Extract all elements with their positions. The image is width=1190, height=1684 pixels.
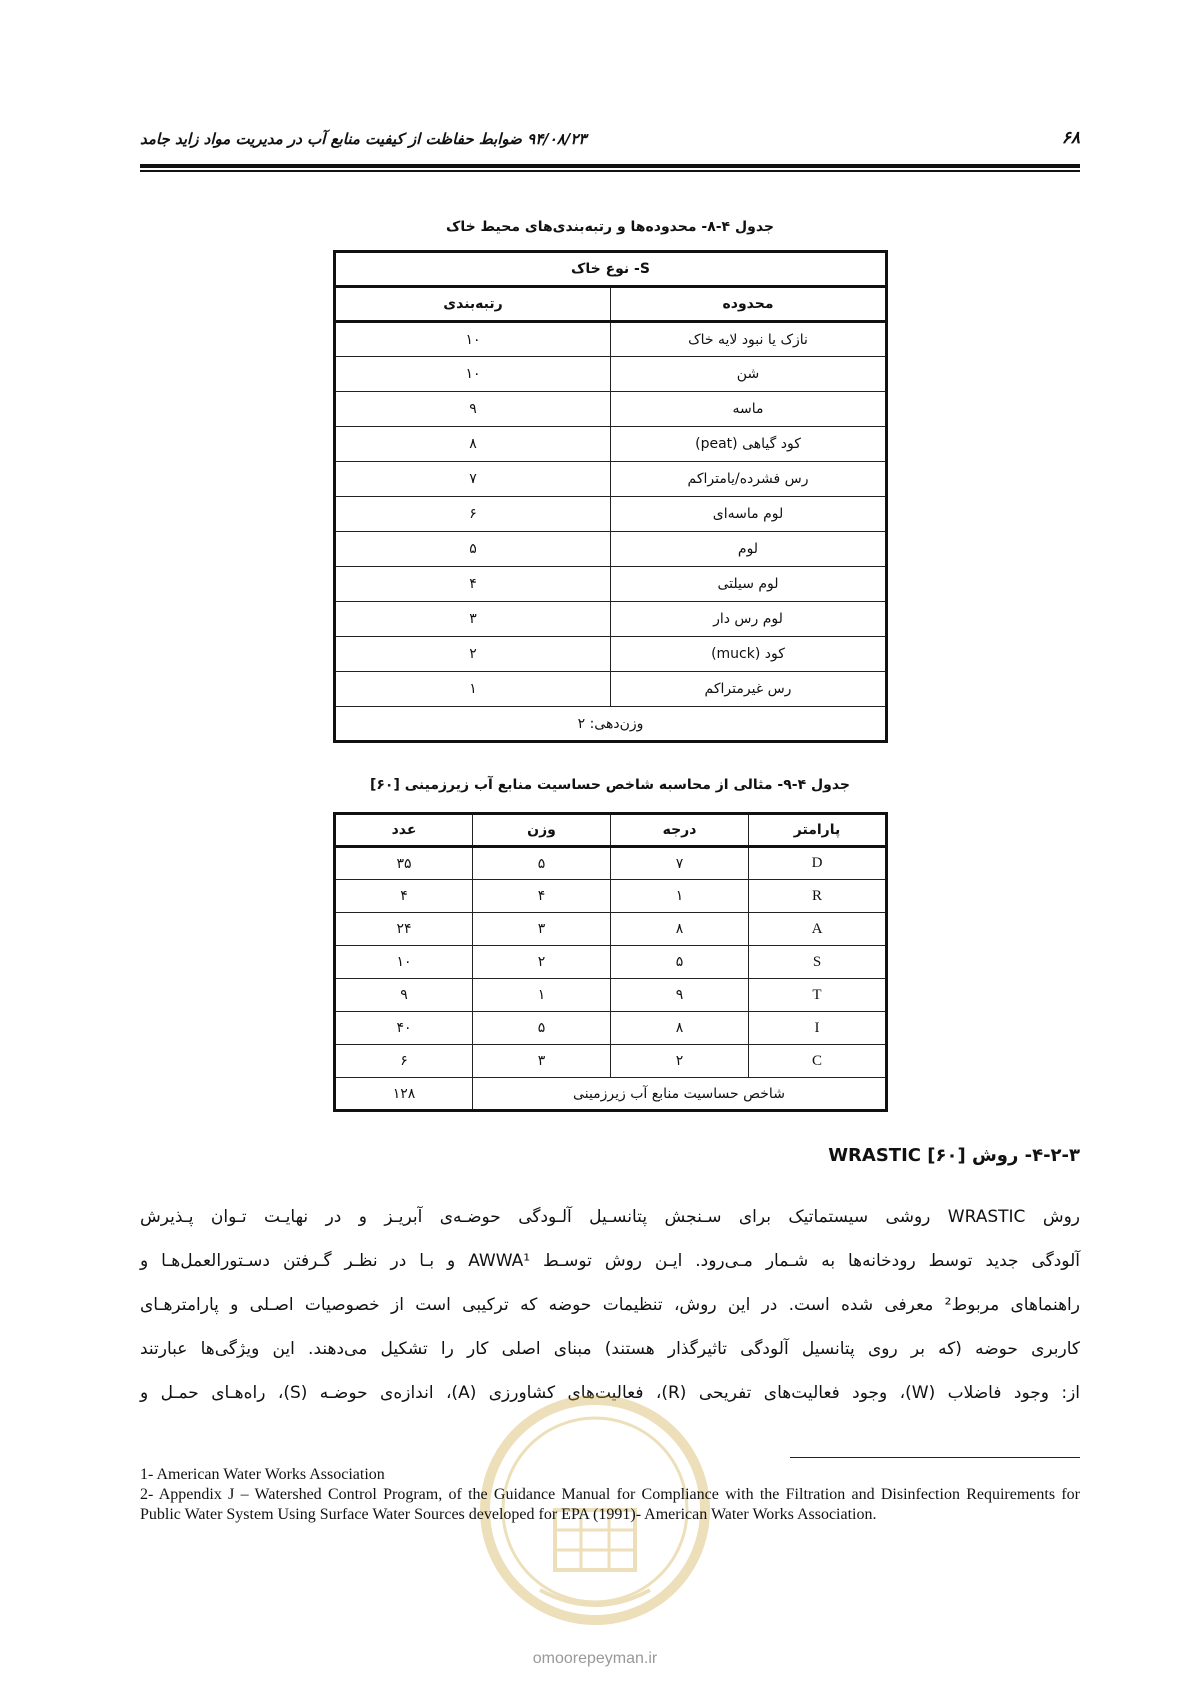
weight-cell: ۲	[473, 946, 611, 979]
range-cell: لوم سیلتی	[611, 567, 887, 602]
range-cell: ماسه	[611, 392, 887, 427]
rating-cell: ۱	[335, 672, 611, 707]
param-cell: A	[749, 913, 887, 946]
column-header-weight: وزن	[473, 814, 611, 847]
weight-cell: ۴	[473, 880, 611, 913]
table-row	[335, 946, 887, 979]
table-row	[335, 462, 887, 497]
param-cell: S	[749, 946, 887, 979]
footnotes	[140, 1465, 1080, 1525]
weight-cell: ۳	[473, 913, 611, 946]
table-row	[335, 357, 887, 392]
table-caption: جدول ۴-۹- مثالی از محاسبه شاخص حساسیت منابع آب زیرزمینی [۶۰]	[369, 777, 851, 793]
number-cell: ۱۰	[335, 946, 473, 979]
table-row	[335, 392, 887, 427]
param-cell: C	[749, 1045, 887, 1078]
number-cell: ۴	[335, 880, 473, 913]
page-number: ۶۸	[1061, 128, 1080, 148]
table-footer: وزن‌دهی: ۲	[335, 707, 887, 742]
section-heading: ۴-۲-۳- روش WRASTIC [۶۰]	[828, 1145, 1080, 1166]
total-value: ۱۲۸	[335, 1078, 473, 1111]
weight-cell: ۱	[473, 979, 611, 1012]
range-cell: نازک یا نبود لایه خاک	[611, 322, 887, 357]
rating-cell: ۱۰	[335, 322, 611, 357]
range-cell: کود گیاهی (peat)	[611, 427, 887, 462]
rating-cell: ۷	[335, 462, 611, 497]
range-cell: رس فشرده/یامتراکم	[611, 462, 887, 497]
rating-cell: ۸	[611, 1012, 749, 1045]
table-row	[335, 913, 887, 946]
weight-cell: ۳	[473, 1045, 611, 1078]
header-rule	[140, 164, 1080, 168]
table-row	[335, 497, 887, 532]
paragraph-line: روش WRASTIC روشی سیستماتیک برای سـنجش پتانسـیل آلـودگی حوضـه‌ی آبریـز و در نهایـت تـوان پـذیرش	[140, 1207, 1080, 1227]
rating-cell: ۷	[611, 847, 749, 880]
number-cell: ۶	[335, 1045, 473, 1078]
sensitivity-index-table	[333, 812, 888, 1112]
footnote: 2- Appendix J – Watershed Control Program, of the Guidance Manual for Compliance with the Filtration and Disinfection Requirements for Public Water System Using Surface Water Sources developed for EPA (1991)- American Water Works Association.	[140, 1486, 1080, 1523]
table-row	[335, 602, 887, 637]
paragraph-line: کاربری حوضه (که بر روی پتانسیل آلودگی تاثیرگذار هستند) مبنای اصلی کار را تشکیل می‌دهند. این ویژگی‌ها عبارتند	[140, 1339, 1080, 1359]
rating-cell: ۵	[335, 532, 611, 567]
range-cell: لوم رس دار	[611, 602, 887, 637]
range-cell: رس غیرمتراکم	[611, 672, 887, 707]
table-row	[335, 427, 887, 462]
column-header-rating: رتبه‌بندی	[335, 287, 611, 322]
number-cell: ۴۰	[335, 1012, 473, 1045]
column-header-rating: درجه	[611, 814, 749, 847]
total-label: شاخص حساسیت منابع آب زیرزمینی	[473, 1078, 887, 1111]
param-cell: T	[749, 979, 887, 1012]
column-header-number: عدد	[335, 814, 473, 847]
range-cell: کود (muck)	[611, 637, 887, 672]
rating-cell: ۲	[335, 637, 611, 672]
number-cell: ۳۵	[335, 847, 473, 880]
weight-cell: ۵	[473, 1012, 611, 1045]
paragraph-line: آلودگی جدید توسط رودخانه‌ها به شـمار مـی‌رود. ایـن روش توسـط AWWA¹ و بـا در نظـر گـرفتن دسـتورالعمل‌هـا و	[140, 1251, 1080, 1271]
table-row	[335, 1012, 887, 1045]
table-caption: جدول ۴-۸- محدوده‌ها و رتبه‌بندی‌های محیط خاک	[445, 219, 774, 235]
rating-cell: ۵	[611, 946, 749, 979]
param-cell: I	[749, 1012, 887, 1045]
table-body	[335, 322, 887, 707]
rating-cell: ۱۰	[335, 357, 611, 392]
table-row	[335, 979, 887, 1012]
watermark-url: omoorepeyman.ir	[532, 1650, 658, 1667]
table-row	[335, 567, 887, 602]
table-row	[335, 880, 887, 913]
paragraph-line: از: وجود فاضلاب (W)، وجود فعالیت‌های تفریحی (R)، فعالیت‌های کشاورزی (A)، اندازه‌ی حوضـه (S)، راه‌هـای حمـل و	[140, 1383, 1080, 1403]
footnote-rule	[790, 1457, 1080, 1458]
table-row	[335, 532, 887, 567]
table-row	[335, 672, 887, 707]
rating-cell: ۴	[335, 567, 611, 602]
column-header-range: محدوده	[611, 287, 887, 322]
number-cell: ۹	[335, 979, 473, 1012]
rating-cell: ۹	[611, 979, 749, 1012]
table-body	[335, 847, 887, 1078]
rating-cell: ۶	[335, 497, 611, 532]
table-row	[335, 1045, 887, 1078]
running-title: ۹۴/۰۸/۲۳ ضوابط حفاظت از کیفیت منابع آب در مدیریت مواد زاید جامد	[140, 130, 587, 148]
rating-cell: ۳	[335, 602, 611, 637]
weight-cell: ۵	[473, 847, 611, 880]
range-cell: لوم ماسه‌ای	[611, 497, 887, 532]
footnote: 1- American Water Works Association	[140, 1466, 385, 1483]
column-header-param: پارامتر	[749, 814, 887, 847]
number-cell: ۲۴	[335, 913, 473, 946]
body-paragraph	[140, 1195, 1080, 1415]
range-cell: شن	[611, 357, 887, 392]
param-cell: R	[749, 880, 887, 913]
param-cell: D	[749, 847, 887, 880]
page-header	[140, 128, 1080, 156]
table-row	[335, 322, 887, 357]
table-row	[335, 847, 887, 880]
rating-cell: ۹	[335, 392, 611, 427]
header-rule	[140, 170, 1080, 172]
table-group-header: S- نوع خاک	[335, 252, 887, 287]
rating-cell: ۸	[335, 427, 611, 462]
soil-rating-table	[333, 250, 888, 743]
paragraph-line: راهنماهای مربوط² معرفی شده است. در این روش، تنظیمات حوضه که ترکیبی است از خصوصیات اصـلی و پارامترهـای	[140, 1295, 1080, 1315]
table-row	[335, 637, 887, 672]
rating-cell: ۱	[611, 880, 749, 913]
rating-cell: ۲	[611, 1045, 749, 1078]
rating-cell: ۸	[611, 913, 749, 946]
range-cell: لوم	[611, 532, 887, 567]
